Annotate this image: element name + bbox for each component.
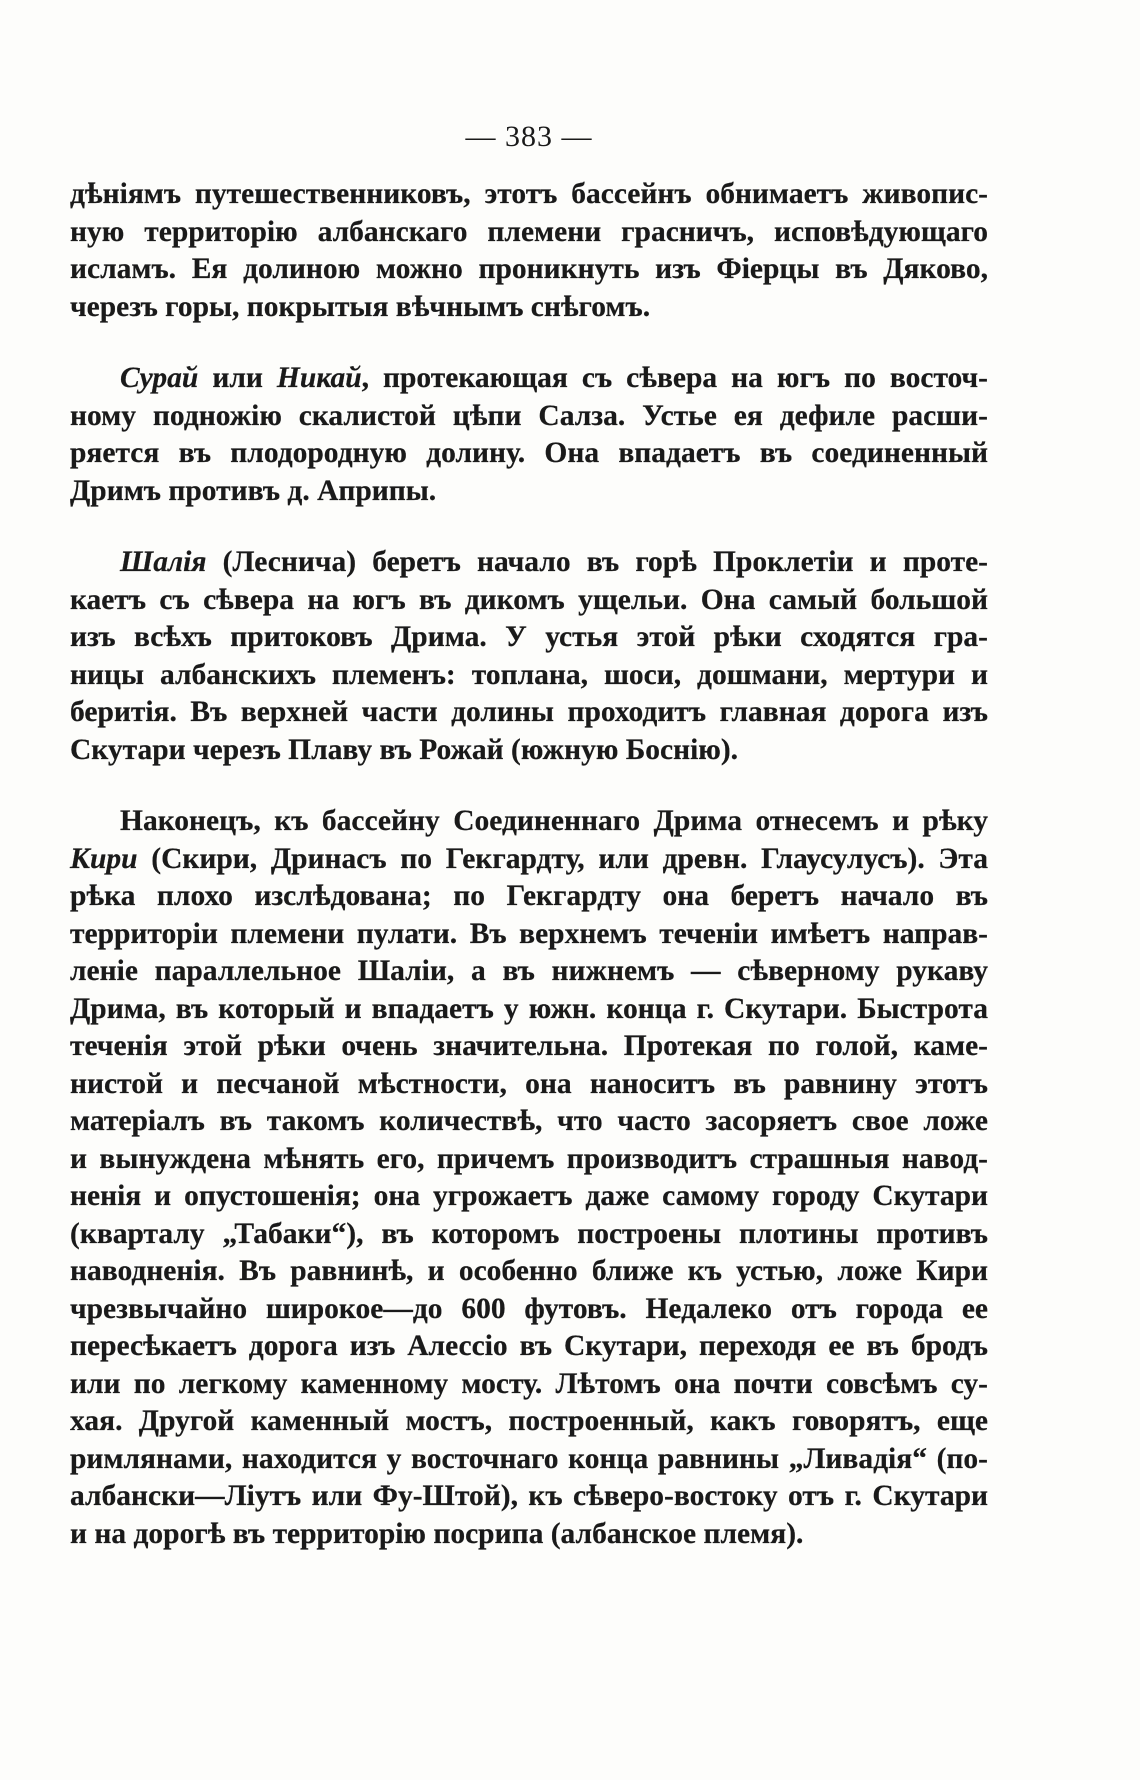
text-line: и на дорогѣ въ территорію посрипа (албанское племя). [70, 1517, 804, 1550]
text-fragment: или [198, 362, 277, 394]
text-line [70, 841, 988, 879]
text-line: ряется въ плодородную долину. Она впадаетъ въ соединенный [70, 437, 988, 469]
text-line: исламъ. Ея долиною можно проникнуть изъ Фіерцы въ Дяково, [70, 253, 988, 285]
paragraph-4 [70, 803, 988, 1553]
text-fragment: , протекающая съ сѣвера на югъ по восточ- [361, 362, 988, 394]
paragraph-3 [70, 544, 988, 769]
text-line [70, 360, 988, 398]
page-number: — 383 — [465, 120, 593, 153]
river-name-italic: Кири [70, 842, 138, 875]
page [70, 120, 988, 1587]
river-name-italic: Сурай [120, 362, 199, 394]
text-line: матеріалъ въ такомъ количествѣ, что часто засоряетъ свое ложе [70, 1105, 988, 1137]
text-line: территоріи племени пулати. Въ верхнемъ теченіи имѣетъ направ- [70, 917, 988, 950]
text-fragment: (Скири, Дринасъ по Гекгардту, или древн. Глаусулусъ). Эта [137, 842, 988, 875]
text-line: Скутари черезъ Плаву въ Рожай (южную Боснію). [70, 733, 739, 766]
text-line [70, 544, 988, 582]
text-line: чрезвычайно широкое—до 600 футовъ. Недалеко отъ города ее [70, 1292, 988, 1325]
text-line: ную территорію албанскаго племени грасничъ, исповѣдующаго [70, 215, 988, 248]
text-line: теченія этой рѣки очень значительна. Протекая по голой, каме- [70, 1030, 988, 1062]
river-name-italic: Никай [276, 362, 362, 394]
text-line: римлянами, находится у восточнаго конца равнины „Ливадія“ (по- [70, 1442, 988, 1475]
text-line: изъ всѣхъ притоковъ Дрима. У устья этой рѣки сходятся гра- [70, 621, 988, 653]
text-line: и вынуждена мѣнять его, причемъ производитъ страшныя навод- [70, 1142, 988, 1175]
text-fragment: (Леснича) беретъ начало въ горѣ Проклетіи и проте- [206, 546, 988, 578]
text-line: леніе параллельное Шаліи, а въ нижнемъ — сѣверному рукаву [70, 955, 988, 987]
text-line: Дрима, въ который и впадаетъ у южн. конца г. Скутари. Быстрота [70, 992, 988, 1025]
paragraph-2 [70, 360, 988, 510]
text-line: нистой и песчаной мѣстности, она наноситъ въ равнину этотъ [70, 1067, 988, 1100]
text-line: рѣка плохо изслѣдована; по Гекгардту она беретъ начало въ [70, 880, 988, 912]
paragraph-1 [70, 176, 988, 326]
text-line: беритія. Въ верхней части долины проходитъ главная дорога изъ [70, 696, 988, 728]
text-line: наводненія. Въ равнинѣ, и особенно ближе къ устью, ложе Кири [70, 1255, 988, 1287]
text-line: черезъ горы, покрытыя вѣчнымъ снѣгомъ. [70, 290, 651, 323]
text-line: дѣніямъ путешественниковъ, этотъ бассейнъ обнимаетъ живопис- [70, 178, 988, 210]
text-line: ненія и опустошенія; она угрожаетъ даже самому городу Скутари [70, 1180, 988, 1212]
river-name-italic: Шалія [120, 546, 207, 578]
text-line: пересѣкаетъ дорога изъ Алессіо въ Скутари, переходя ее въ бродъ [70, 1330, 988, 1362]
text-line: или по легкому каменному мосту. Лѣтомъ она почти совсѣмъ су- [70, 1367, 988, 1400]
text-line: хая. Другой каменный мостъ, построенный, какъ говорятъ, еще [70, 1405, 988, 1437]
text-line: (кварталу „Табаки“), въ которомъ построены плотины противъ [70, 1217, 988, 1250]
text-line: Дримъ противъ д. Априпы. [70, 474, 437, 507]
text-line: ному подножію скалистой цѣпи Салза. Устье ея дефиле расши- [70, 399, 988, 432]
text-line: каетъ съ сѣвера на югъ въ дикомъ ущельи. Она самый большой [70, 583, 988, 616]
text-line: ницы албанскихъ племенъ: топлана, шоси, дошмани, мертури и [70, 658, 988, 691]
text-line: албански—Ліутъ или Фу-Штой), къ сѣверо-востоку отъ г. Скутари [70, 1480, 988, 1512]
text-line: Наконецъ, къ бассейну Соединеннаго Дрима отнесемъ и рѣку [120, 805, 988, 837]
